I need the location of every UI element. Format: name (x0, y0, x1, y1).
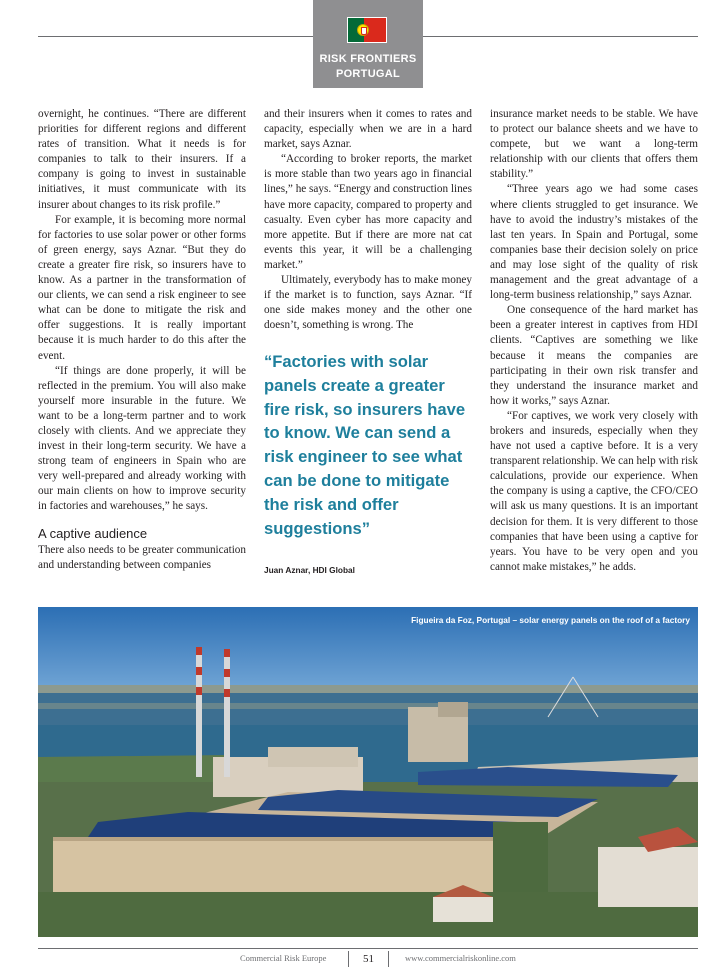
article-column-1 (38, 107, 246, 573)
paragraph: There also needs to be greater communication and understanding between companies (38, 543, 246, 571)
paragraph: Ultimately, everybody has to make money if the market is to function, says Aznar. “If one side makes money and the other one doesn’t, something is wrong. The (264, 274, 472, 332)
portugal-flag-icon (347, 17, 387, 43)
paragraph: “According to broker reports, the market is more stable than two years ago in financial lines,” he says. “Energy and construction lines have more capacity, compared to property and casualty. Even cyber has more capacity and more appetite. But if there are more nat cat events this year, it will be a challenging market.” (264, 153, 472, 271)
paragraph: “Three years ago we had some cases where clients struggled to get insurance. We have to avoid the industry’s mistakes of the last ten years. In Spain and Portugal, some companies base their decision solely on price and may lose sight of the quality of risk management and the great advantage of a long-term business relationship,” says Aznar. (490, 183, 698, 302)
article-column-2 (264, 107, 472, 333)
footer-url: www.commercialriskonline.com (405, 953, 516, 963)
photo-caption: Figueira da Foz, Portugal – solar energy panels on the roof of a factory (411, 615, 690, 625)
header-rule-right (423, 36, 698, 37)
paragraph: “For captives, we work very closely with brokers and insureds, especially when they have not used a captive before. It is a very transparent relationship. We can help with risk calculations, provide our experience. When the company is using a captive, the CFO/CEO will ask us many questions. It is an important decision for them. It is very different to those companies that have been using a captive for years. You have to be very open and you cannot make mistakes,” he adds. (490, 409, 698, 573)
subheading: A captive audience (38, 525, 148, 541)
paragraph: insurance market needs to be stable. We have to protect our balance sheets and we have to compete, but we want a long-term relationship with our clients that offers them stability.” (490, 108, 698, 181)
paragraph: For example, it is becoming more normal for factories to use solar power or other forms of green energy, says Aznar. “But they do create a greater fire risk, so insurers have to know. As a partner in the transformation of our clients, we can send a risk engineer to see what can be done to mitigate the risk and offer suggestions. It is really important because it is much harder to do this after the event. (38, 213, 246, 362)
header-rule-left (38, 36, 313, 37)
factory-solar-panels-photo (38, 607, 698, 937)
page-number: 51 (348, 951, 389, 967)
pull-quote-attribution: Juan Aznar, HDI Global (264, 565, 355, 575)
article-column-3 (490, 107, 698, 575)
paragraph: One consequence of the hard market has been a greater interest in captives from HDI clients. “Captives are something we like because it means the companies are participating in their own risk transfer and they understand the insurance market and how it works,” says Aznar. (490, 304, 698, 407)
paragraph: and their insurers when it comes to rates and capacity, especially when we are in a hard market, says Aznar. (264, 108, 472, 151)
section-title-line2: PORTUGAL (335, 68, 401, 80)
photo-illustration (38, 607, 698, 937)
section-title-line1: RISK FRONTIERS (319, 53, 417, 65)
paragraph: “If things are done properly, it will be reflected in the premium. You will also make yourself more insurable in the future. We want to be a long-term partner and to work closely with clients. And we appreciate they invest in their long-term security. We have a strong team of engineers in Spain who are very well-prepared and already working with our main clients on how to improve security in factories and warehouses,” he says. (38, 364, 246, 513)
paragraph: overnight, he continues. “There are different priorities for different regions and different rates of transition. What it needs is for companies to talk to their insurers. If a company is going to invest in sustainable initiatives, it must communicate with its insurer about changes to its risk profile.” (38, 108, 246, 211)
footer-magazine-name: Commercial Risk Europe (240, 953, 327, 963)
footer-rule (38, 948, 698, 949)
pull-quote: “Factories with solar panels create a greater fire risk, so insurers have to know. We can send a risk engineer to see what can be done to mitigate the risk and offer suggestions” (264, 352, 466, 538)
